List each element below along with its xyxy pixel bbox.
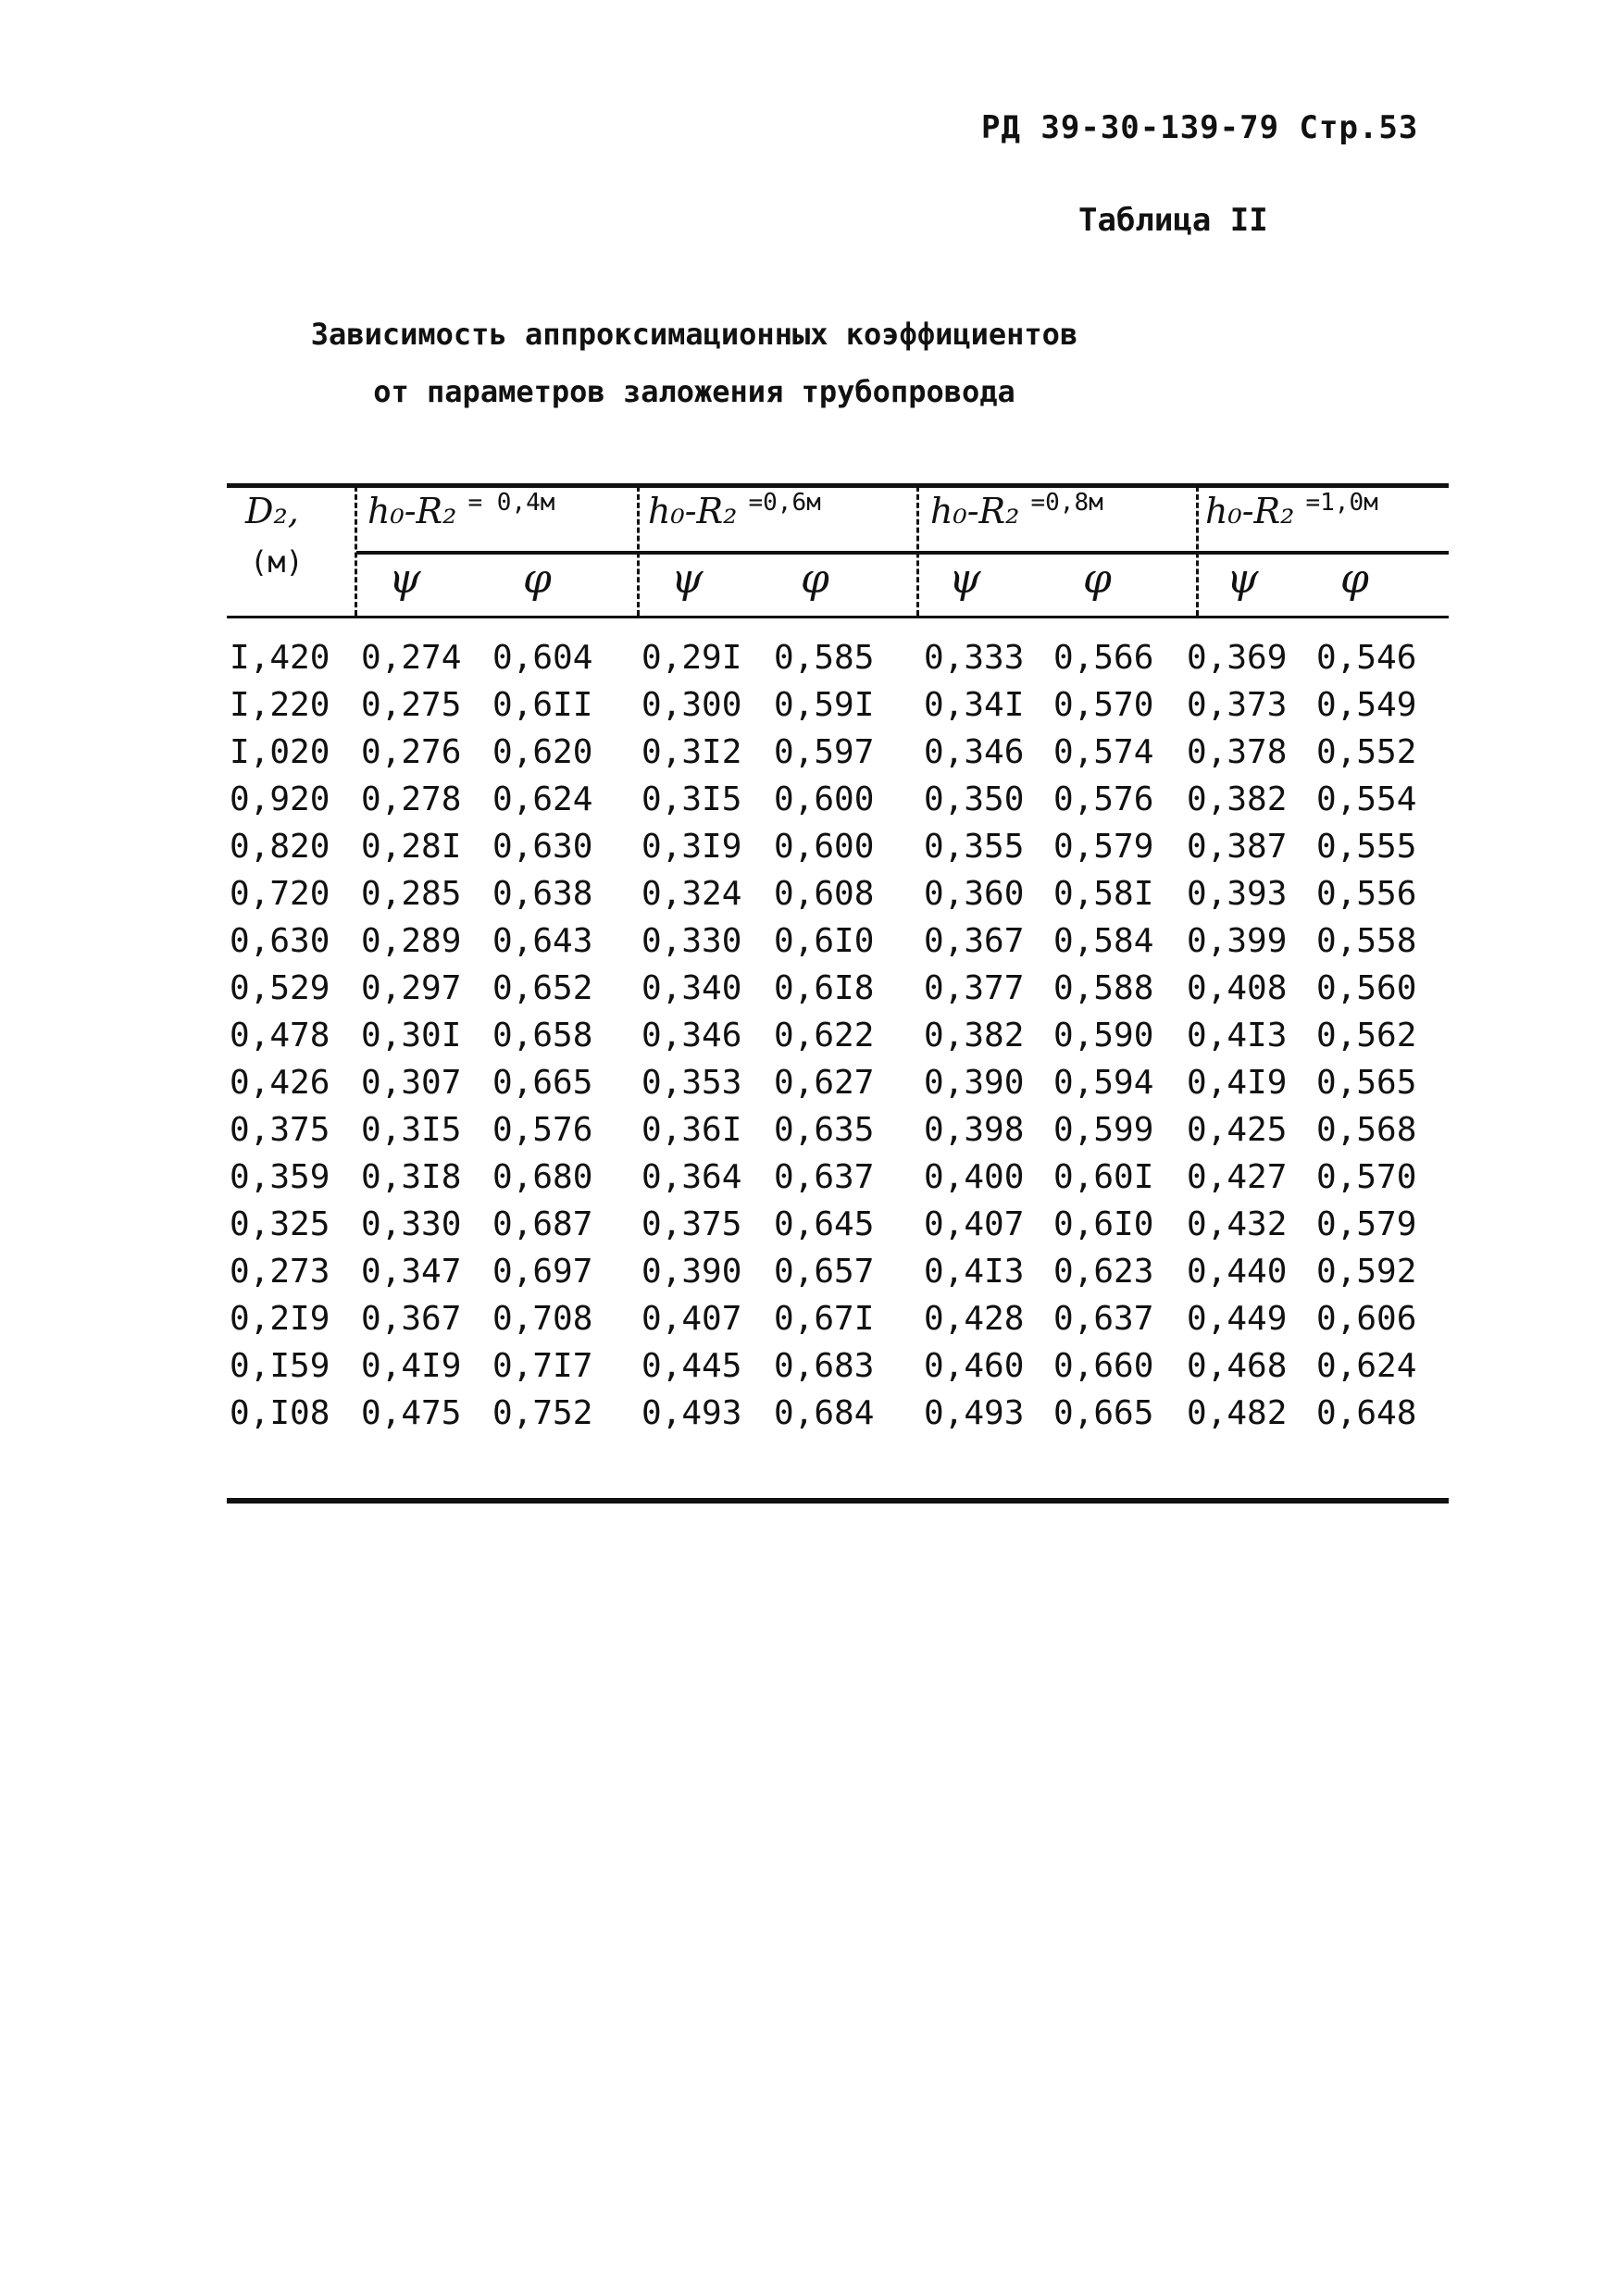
coefficient-cell: 0,432 [1187,1205,1288,1243]
phi-header: φ [1340,555,1369,603]
coefficient-cell: 0,574 [1053,733,1154,771]
table-header-bottom-rule [227,616,1449,618]
coefficient-cell: 0,657 [774,1253,875,1291]
coefficient-cell: 0,34I [924,686,1025,724]
coefficient-cell: 0,340 [641,969,742,1007]
coefficient-cell: 0,3I2 [641,733,742,771]
diameter-cell: 0,478 [230,1017,330,1054]
coefficient-cell: 0,333 [924,639,1025,677]
column-divider [355,486,357,616]
diameter-cell: 0,375 [230,1111,330,1149]
diameter-cell: 0,2I9 [230,1300,330,1338]
coefficient-cell: 0,347 [361,1253,462,1291]
group-eq: =0,6м [748,489,821,517]
coefficient-cell: 0,425 [1187,1111,1288,1149]
coefficient-cell: 0,604 [492,639,593,677]
table-row [0,1205,1619,1254]
coefficient-cell: 0,600 [774,780,875,818]
coefficient-cell: 0,680 [492,1158,593,1196]
group-label: h₀-R₂ [1205,491,1295,531]
coefficient-cell: 0,658 [492,1017,593,1054]
table-header-mid-rule [356,551,1449,555]
phi-header: φ [801,555,829,603]
coefficient-cell: 0,6II [492,686,593,724]
coefficient-cell: 0,393 [1187,875,1288,913]
coefficient-cell: 0,6I8 [774,969,875,1007]
coefficient-cell: 0,552 [1316,733,1417,771]
table-row [0,780,1619,829]
coefficient-cell: 0,624 [1316,1347,1417,1385]
table-row [0,639,1619,687]
coefficient-cell: 0,367 [924,922,1025,960]
group-label: h₀-R₂ [648,491,738,531]
psi-header: ψ [1227,555,1259,603]
table-row [0,1394,1619,1442]
coefficient-cell: 0,346 [924,733,1025,771]
coefficient-cell: 0,398 [924,1111,1025,1149]
coefficient-cell: 0,568 [1316,1111,1417,1149]
psi-header: ψ [949,555,981,603]
coefficient-cell: 0,684 [774,1394,875,1432]
table-row [0,1347,1619,1395]
coefficient-cell: 0,630 [492,828,593,866]
coefficient-cell: 0,407 [924,1205,1025,1243]
coefficient-cell: 0,390 [924,1064,1025,1102]
coefficient-cell: 0,752 [492,1394,593,1432]
coefficient-cell: 0,697 [492,1253,593,1291]
diameter-cell: 0,359 [230,1158,330,1196]
coefficient-cell: 0,460 [924,1347,1025,1385]
coefficient-cell: 0,30I [361,1017,462,1054]
column-divider [1196,486,1199,616]
table-row [0,733,1619,781]
coefficient-cell: 0,566 [1053,639,1154,677]
group-header-0.4 [367,489,554,531]
coefficient-cell: 0,708 [492,1300,593,1338]
psi-header: ψ [671,555,704,603]
coefficient-cell: 0,378 [1187,733,1288,771]
coefficient-cell: 0,387 [1187,828,1288,866]
coefficient-cell: 0,652 [492,969,593,1007]
diameter-cell: I,020 [230,733,330,771]
coefficient-cell: 0,594 [1053,1064,1154,1102]
diameter-unit: (м) [250,544,304,580]
coefficient-cell: 0,687 [492,1205,593,1243]
coefficient-cell: 0,36I [641,1111,742,1149]
coefficient-cell: 0,683 [774,1347,875,1385]
coefficient-cell: 0,648 [1316,1394,1417,1432]
coefficient-cell: 0,570 [1053,686,1154,724]
coefficient-cell: 0,555 [1316,828,1417,866]
coefficient-cell: 0,330 [361,1205,462,1243]
coefficient-cell: 0,377 [924,969,1025,1007]
coefficient-cell: 0,4I9 [1187,1064,1288,1102]
group-header-0.6 [648,489,821,531]
coefficient-cell: 0,597 [774,733,875,771]
coefficient-cell: 0,549 [1316,686,1417,724]
coefficient-cell: 0,382 [924,1017,1025,1054]
coefficient-cell: 0,579 [1316,1205,1417,1243]
coefficient-cell: 0,590 [1053,1017,1154,1054]
coefficient-cell: 0,369 [1187,639,1288,677]
coefficient-cell: 0,570 [1316,1158,1417,1196]
coefficient-cell: 0,554 [1316,780,1417,818]
table-row [0,1111,1619,1159]
coefficient-cell: 0,637 [1053,1300,1154,1338]
coefficient-cell: 0,660 [1053,1347,1154,1385]
diameter-cell: I,220 [230,686,330,724]
coefficient-cell: 0,364 [641,1158,742,1196]
coefficient-cell: 0,408 [1187,969,1288,1007]
table-top-rule [227,483,1449,488]
coefficient-cell: 0,367 [361,1300,462,1338]
diameter-cell: 0,720 [230,875,330,913]
coefficient-cell: 0,278 [361,780,462,818]
coefficient-cell: 0,324 [641,875,742,913]
coefficient-cell: 0,579 [1053,828,1154,866]
table-title [185,306,1203,420]
coefficient-cell: 0,665 [1053,1394,1154,1432]
coefficient-cell: 0,624 [492,780,593,818]
coefficient-cell: 0,59I [774,686,875,724]
diameter-header: D₂, [245,491,299,531]
table-title-line-2: от параметров заложения трубопровода [373,374,1015,409]
coefficient-cell: 0,3I5 [641,780,742,818]
table-row [0,686,1619,734]
group-eq: =0,8м [1030,489,1103,517]
coefficient-cell: 0,60I [1053,1158,1154,1196]
coefficient-cell: 0,275 [361,686,462,724]
coefficient-cell: 0,350 [924,780,1025,818]
coefficient-cell: 0,475 [361,1394,462,1432]
coefficient-cell: 0,3I8 [361,1158,462,1196]
table-row [0,1017,1619,1065]
coefficient-cell: 0,606 [1316,1300,1417,1338]
coefficient-cell: 0,627 [774,1064,875,1102]
coefficient-cell: 0,274 [361,639,462,677]
coefficient-cell: 0,428 [924,1300,1025,1338]
coefficient-cell: 0,608 [774,875,875,913]
coefficient-cell: 0,637 [774,1158,875,1196]
coefficient-cell: 0,3I9 [641,828,742,866]
psi-header: ψ [389,555,421,603]
table-row [0,1158,1619,1206]
page-header: РД 39-30-139-79 Стр.53 [981,109,1419,146]
table-row [0,1253,1619,1301]
coefficient-cell: 0,493 [641,1394,742,1432]
coefficient-cell: 0,427 [1187,1158,1288,1196]
table-label: Таблица II [1078,202,1268,239]
coefficient-cell: 0,58I [1053,875,1154,913]
coefficient-cell: 0,576 [1053,780,1154,818]
coefficient-cell: 0,546 [1316,639,1417,677]
coefficient-cell: 0,67I [774,1300,875,1338]
coefficient-cell: 0,400 [924,1158,1025,1196]
coefficient-cell: 0,623 [1053,1253,1154,1291]
diameter-cell: 0,273 [230,1253,330,1291]
coefficient-cell: 0,375 [641,1205,742,1243]
group-header-1.0 [1205,489,1378,531]
coefficient-cell: 0,353 [641,1064,742,1102]
coefficient-cell: 0,28I [361,828,462,866]
diameter-cell: 0,325 [230,1205,330,1243]
table-row [0,922,1619,970]
coefficient-cell: 0,585 [774,639,875,677]
coefficient-cell: 0,635 [774,1111,875,1149]
diameter-cell: I,420 [230,639,330,677]
coefficient-cell: 0,588 [1053,969,1154,1007]
coefficient-cell: 0,565 [1316,1064,1417,1102]
coefficient-cell: 0,493 [924,1394,1025,1432]
coefficient-cell: 0,399 [1187,922,1288,960]
coefficient-cell: 0,307 [361,1064,462,1102]
coefficient-cell: 0,29I [641,639,742,677]
table-row [0,828,1619,876]
coefficient-cell: 0,297 [361,969,462,1007]
coefficient-cell: 0,4I3 [924,1253,1025,1291]
table-row [0,875,1619,923]
phi-header: φ [523,555,552,603]
coefficient-cell: 0,449 [1187,1300,1288,1338]
coefficient-cell: 0,445 [641,1347,742,1385]
diameter-cell: 0,920 [230,780,330,818]
group-eq: =1,0м [1305,489,1378,517]
coefficient-cell: 0,4I9 [361,1347,462,1385]
table-row [0,1300,1619,1348]
diameter-cell: 0,426 [230,1064,330,1102]
coefficient-cell: 0,407 [641,1300,742,1338]
coefficient-cell: 0,6I0 [774,922,875,960]
diameter-cell: 0,I08 [230,1394,330,1432]
table-title-line-1: Зависимость аппроксимационных коэффициентов [310,317,1078,352]
coefficient-cell: 0,584 [1053,922,1154,960]
diameter-cell: 0,I59 [230,1347,330,1385]
coefficient-cell: 0,390 [641,1253,742,1291]
column-divider [637,486,640,616]
coefficient-cell: 0,285 [361,875,462,913]
coefficient-cell: 0,3I5 [361,1111,462,1149]
coefficient-cell: 0,440 [1187,1253,1288,1291]
coefficient-cell: 0,562 [1316,1017,1417,1054]
coefficient-cell: 0,4I3 [1187,1017,1288,1054]
coefficient-cell: 0,600 [774,828,875,866]
coefficient-cell: 0,620 [492,733,593,771]
table-row [0,969,1619,1017]
coefficient-cell: 0,558 [1316,922,1417,960]
coefficient-cell: 0,7I7 [492,1347,593,1385]
coefficient-cell: 0,638 [492,875,593,913]
coefficient-cell: 0,665 [492,1064,593,1102]
group-header-0.8 [930,489,1103,531]
coefficient-cell: 0,622 [774,1017,875,1054]
diameter-cell: 0,630 [230,922,330,960]
coefficient-cell: 0,382 [1187,780,1288,818]
coefficient-cell: 0,468 [1187,1347,1288,1385]
coefficient-cell: 0,330 [641,922,742,960]
coefficient-cell: 0,355 [924,828,1025,866]
coefficient-cell: 0,643 [492,922,593,960]
group-label: h₀-R₂ [367,491,457,531]
phi-header: φ [1083,555,1112,603]
table-row [0,1064,1619,1112]
coefficient-cell: 0,346 [641,1017,742,1054]
coefficient-cell: 0,592 [1316,1253,1417,1291]
coefficient-cell: 0,599 [1053,1111,1154,1149]
coefficient-cell: 0,560 [1316,969,1417,1007]
coefficient-cell: 0,300 [641,686,742,724]
coefficient-cell: 0,276 [361,733,462,771]
coefficient-cell: 0,289 [361,922,462,960]
coefficient-cell: 0,360 [924,875,1025,913]
coefficient-cell: 0,373 [1187,686,1288,724]
coefficient-cell: 0,576 [492,1111,593,1149]
coefficient-cell: 0,645 [774,1205,875,1243]
coefficient-cell: 0,6I0 [1053,1205,1154,1243]
diameter-cell: 0,529 [230,969,330,1007]
group-label: h₀-R₂ [930,491,1020,531]
coefficient-cell: 0,482 [1187,1394,1288,1432]
column-divider [916,486,919,616]
coefficient-cell: 0,556 [1316,875,1417,913]
group-eq: = 0,4м [467,489,555,517]
table-bottom-rule [227,1498,1449,1504]
diameter-cell: 0,820 [230,828,330,866]
